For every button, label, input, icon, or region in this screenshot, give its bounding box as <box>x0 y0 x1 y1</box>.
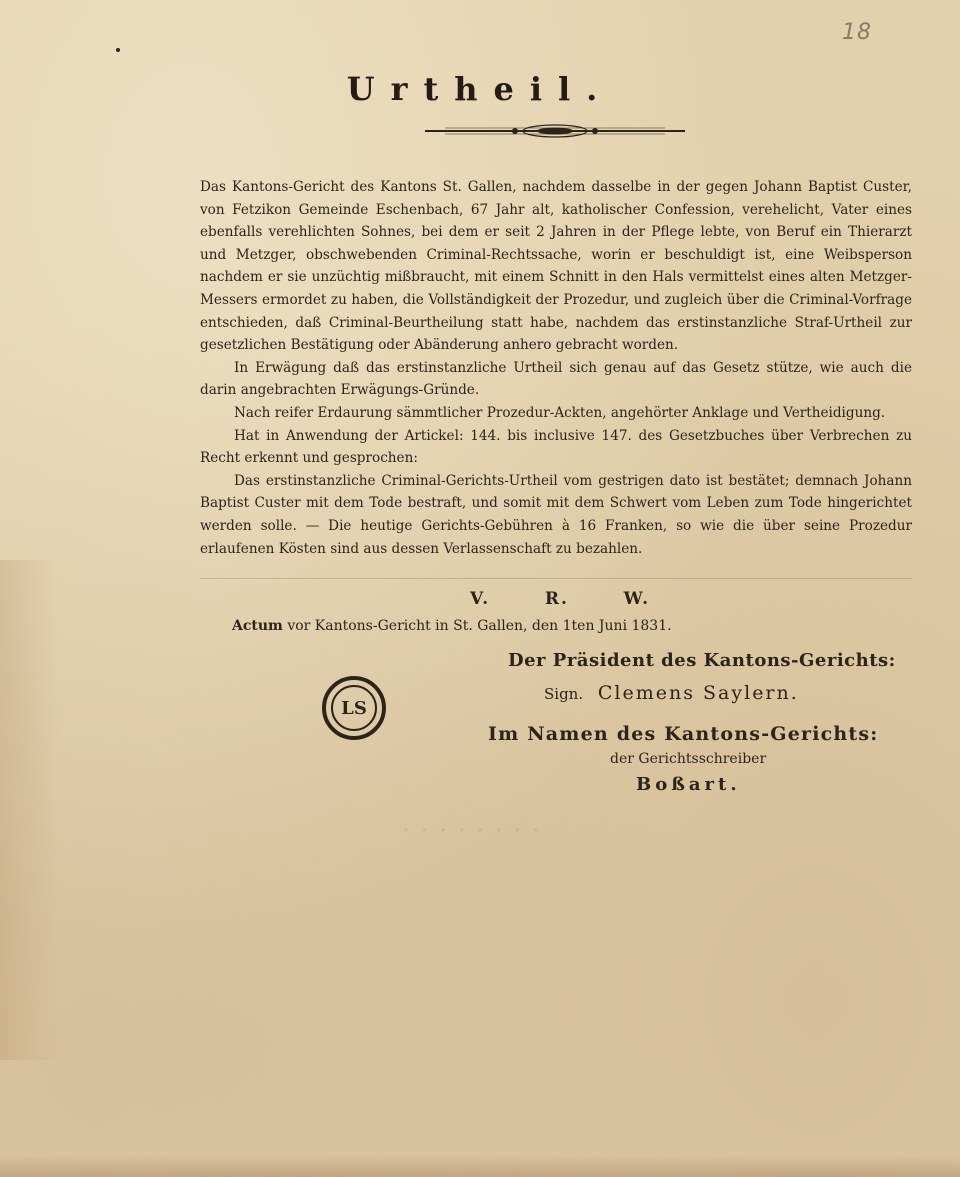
judgment-body <box>200 176 912 560</box>
ink-dot <box>116 48 120 52</box>
initial-w: W. <box>623 589 650 609</box>
paragraph-verdict: Das erstinstanzliche Criminal-Gerichts-Urtheil vom gestrigen dato ist bestätet; demnach Johann Baptist Custer mit dem Tode bestraft, und somit mit dem Schwert vom Leben zum Tode hingerichtet werden solle. — Die heutige Gerichts-Gebühren à 16 Franken, so wie die über seine Prozedur erlaufenen Kösten sind aus dessen Verlassenschaft zu bezahlen. <box>200 472 912 557</box>
clerk-title: der Gerichtsschreiber <box>610 751 767 767</box>
sign-label: Sign. <box>544 685 584 703</box>
bleed-through-text: · · · · · · · · <box>400 820 539 841</box>
actum-label: Actum <box>232 618 283 634</box>
initial-r: R. <box>544 589 569 609</box>
paper-edge <box>0 1155 960 1177</box>
president-signature <box>544 682 799 704</box>
actum-text: vor Kantons-Gericht in St. Gallen, den 1ten Juni 1831. <box>287 618 672 634</box>
title-ornament <box>425 122 685 140</box>
seal-text: LS <box>331 685 377 731</box>
paragraph-articles: Hat in Anwendung der Artickel: 144. bis inclusive 147. des Gesetzbuches über Verbrechen zu Recht erkennt und gesprochen: <box>200 427 912 467</box>
clerk-name: Boßart. <box>636 774 741 795</box>
document-title: Urtheil. <box>346 70 614 108</box>
paragraph-considering: In Erwägung daß das erstinstanzliche Urtheil sich genau auf das Gesetz stütze, wie auch die darin angebrachten Erwägungs-Gründe. <box>200 359 912 399</box>
paragraph-deliberation: Nach reifer Erdaurung sämmtlicher Prozedur-Ackten, angehörter Anklage und Vertheidigung. <box>234 404 886 421</box>
page-number: 18 <box>842 20 872 45</box>
ls-seal-stamp <box>322 676 386 740</box>
initial-v: V. <box>470 589 491 609</box>
president-title: Der Präsident des Kantons-Gerichts: <box>508 650 896 671</box>
paragraph-preamble: Das Kantons-Gericht des Kantons St. Gallen, nachdem dasselbe in der gegen Johann Baptist Custer, von Fetzikon Gemeinde Eschenbach, 67 Jahr alt, katholischer Confession, verehelicht, Vater eines ebenfalls verehlichten Sohnes, bei dem er seit 2 Jahren in der Pflege lebte, von Beruf ein Thierarzt und Metzger, obschwebenden Criminal-Rechtssache, worin er beschuldigt ist, eine Weibsperson nachdem er sie unzüchtig mißbraucht, mit einem Schnitt in den Hals vermittelst eines alten Metzger-Messers ermordet zu haben, die Vollständigkeit der Prozedur, und zugleich über die Criminal-Vorfrage entschieden, daß Criminal-Beurtheilung statt habe, nachdem das erstinstanzliche Straf-Urtheil zur gesetzlichen Bestätigung oder Abänderung anhero gebracht worden. <box>200 179 912 354</box>
initials-line <box>470 589 650 609</box>
court-name-line: Im Namen des Kantons-Gerichts: <box>488 723 879 745</box>
president-name: Clemens Saylern. <box>597 682 799 704</box>
paper-stain <box>0 560 60 1060</box>
divider <box>200 578 912 579</box>
actum-line <box>232 618 672 634</box>
